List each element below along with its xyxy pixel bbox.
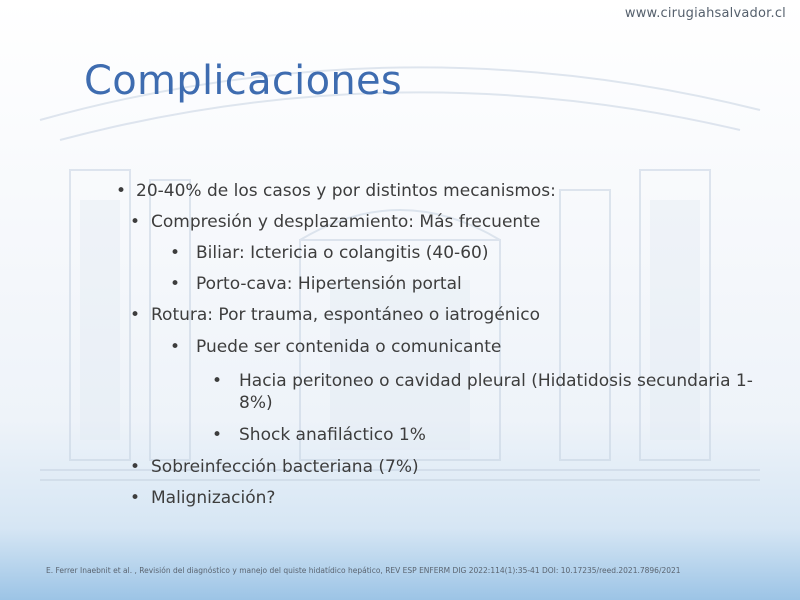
- bullet-icon: •: [170, 243, 181, 263]
- bullet-icon: •: [212, 371, 223, 391]
- bullet-icon: •: [130, 488, 141, 508]
- bullet-item: [130, 487, 750, 509]
- bullet-item: [212, 424, 772, 446]
- bullet-text: 20-40% de los casos y por distintos mecanismos:: [136, 181, 556, 201]
- bullet-item: [116, 180, 756, 202]
- bullet-icon: •: [212, 425, 223, 445]
- bullet-icon: •: [170, 337, 181, 357]
- bullet-icon: •: [130, 305, 141, 325]
- bullet-text: Rotura: Por trauma, espontáneo o iatrogénico: [151, 305, 541, 325]
- bullet-icon: •: [130, 457, 141, 477]
- bullet-text: Compresión y desplazamiento: Más frecuente: [151, 212, 541, 232]
- slide-title: Complicaciones: [84, 58, 403, 104]
- bullet-item: [170, 336, 750, 358]
- bullet-text: Biliar: Ictericia o colangitis (40-60): [196, 243, 489, 263]
- bullet-item: [170, 273, 750, 295]
- bullet-text: Puede ser contenida o comunicante: [196, 337, 502, 357]
- bullet-icon: •: [170, 274, 181, 294]
- bullet-item: [212, 370, 772, 414]
- bullet-text: Porto-cava: Hipertensión portal: [196, 274, 462, 294]
- bullet-icon: •: [116, 181, 127, 201]
- bullet-item: [170, 242, 750, 264]
- footer-citation: E. Ferrer Inaebnit et al. , Revisión del diagnóstico y manejo del quiste hidatídico hepático, REV ESP ENFERM DIG 2022:114(1):35-41 DOI: 10.17235/reed.2021.7896/2021: [46, 566, 681, 575]
- bullet-item: [130, 211, 750, 233]
- bullet-icon: •: [130, 212, 141, 232]
- bullet-text: Hacia peritoneo o cavidad pleural (Hidatidosis secundaria 1-8%): [239, 371, 753, 413]
- bullet-text: Shock anafiláctico 1%: [239, 425, 426, 445]
- website-url: www.cirugiahsalvador.cl: [624, 6, 786, 21]
- bullet-item: [130, 304, 750, 326]
- bullet-text: Malignización?: [151, 488, 276, 508]
- bullet-text: Sobreinfección bacteriana (7%): [151, 457, 419, 477]
- bullet-item: [130, 456, 750, 478]
